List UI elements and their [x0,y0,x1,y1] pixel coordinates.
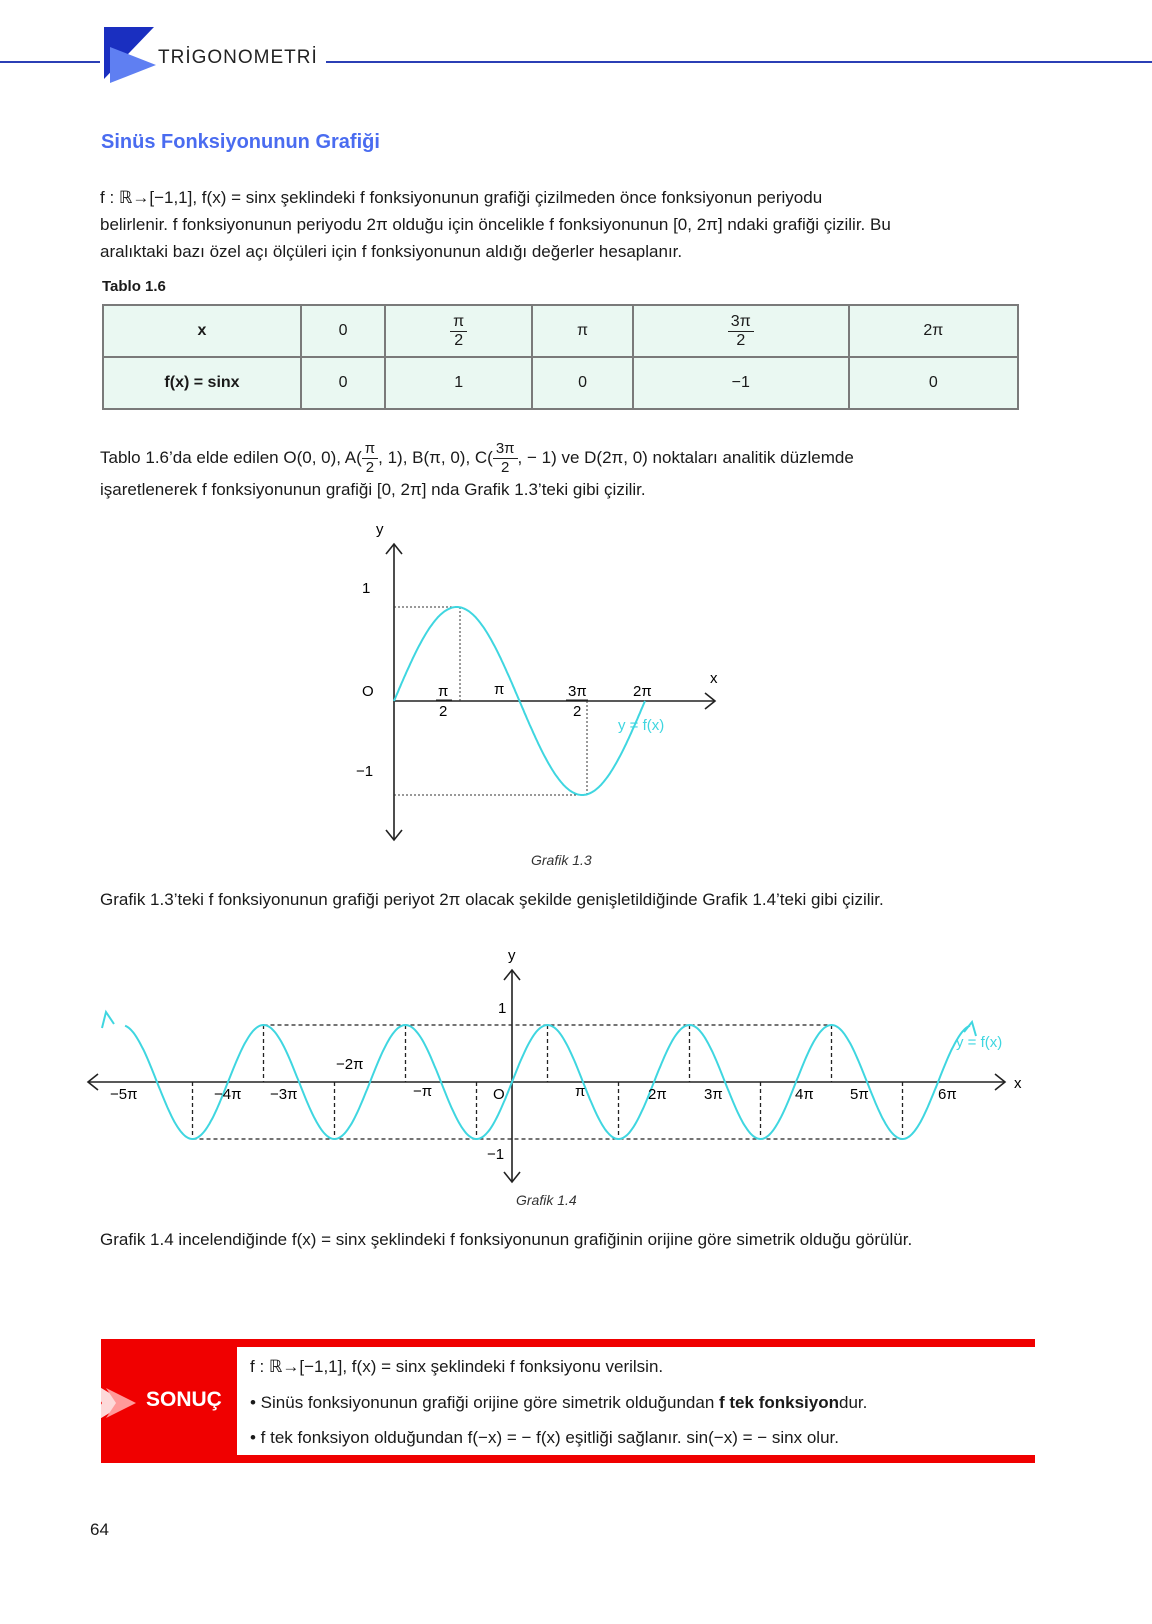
table-cell: π [532,305,633,357]
table-cell: 0 [301,305,385,357]
intro-line-1: f : ℝ→[−1,1], f(x) = sinx şeklindeki f fonksiyonunun grafiği çizilmeden önce fonksiyonun periyodu [100,188,823,207]
graph-1-3 [340,521,760,860]
y-tick-minus1: −1 [487,1146,505,1163]
curve-label: y = f(x) [618,717,665,734]
sonuc-label: SONUÇ [146,1388,222,1411]
x-tick-pi-half-den: 2 [439,703,448,720]
x-tick-2pi: 2π [633,683,652,700]
after-text: Grafik 1.4 incelendiğinde f(x) = sinx şeklindeki f fonksiyonunun grafiğinin orijine göre simetrik olduğu görülür. [100,1230,913,1249]
graph-1-3-caption: Grafik 1.3 [531,852,592,868]
intro-line-2: belirlenir. f fonksiyonunun periyodu 2π olduğu için öncelikle f fonksiyonunun [0, 2π] ndaki grafiği çizilir. Bu [100,215,891,234]
x-tick-pi-half-num: π [438,683,449,700]
table-cell: 0 [532,357,633,409]
x-tick: 5π [850,1086,869,1103]
table-header-x: x [103,305,301,357]
origin-label: O [362,683,374,700]
table-cell: $\frac{\pi}{2}$ [385,305,532,357]
graph-1-4 [80,940,1040,1200]
x-tick-pi: π [494,681,505,698]
x-tick: −5π [110,1086,138,1103]
sonuc-line-1: f : ℝ→[−1,1], f(x) = sinx şeklindeki f fonksiyonu verilsin. [250,1357,664,1376]
table-cell: 0 [849,357,1018,409]
graph-1-4-caption: Grafik 1.4 [516,1192,577,1208]
curve-arrow-left-icon [102,1012,114,1028]
table-header-fx: f(x) = sinx [103,357,301,409]
points-line-2: işaretlenerek f fonksiyonunun grafiği [0, 2π] nda Grafik 1.3’teki gibi çizilir. [100,480,646,499]
y-axis-label: y [376,521,384,538]
x-tick: 6π [938,1086,957,1103]
table-label: Tablo 1.6 [102,278,166,295]
x-tick: −π [413,1083,433,1100]
table-cell: 1 [385,357,532,409]
header-title: TRİGONOMETRİ [158,47,318,68]
x-axis-label: x [710,670,718,687]
table-row [103,357,1018,409]
sonuc-line-3: • f tek fonksiyon olduğundan f(−x) = − f(x) eşitliği sağlanır. sin(−x) = − sinx olur. [250,1428,839,1447]
points-line-1: Tablo 1.6’da elde edilen O(0, 0), A( $\frac{\pi}{2}$ , 1), B(π, 0), C( $\frac{3\pi}{2}$ , − 1) ve D(2π, 0) noktaları analitik düzlemde [100,440,854,477]
values-table [102,304,1019,410]
sonuc-arrow-icon [88,1380,150,1426]
sonuc-line-2: • Sinüs fonksiyonunun grafiği orijine göre simetrik olduğundan f tek fonksiyondur. [250,1393,868,1412]
x-tick: −3π [270,1086,298,1103]
y-axis-label: y [508,947,516,964]
x-tick: −2π [336,1056,364,1073]
page-number: 64 [90,1520,109,1539]
y-tick-minus1: −1 [356,763,374,780]
x-tick: π [575,1083,586,1100]
intro-line-3: aralıktaki bazı özel açı ölçüleri için f fonksiyonunun aldığı değerler hesaplanır. [100,242,683,261]
x-tick-3pi-half-den: 2 [573,703,582,720]
table-cell: 2π [849,305,1018,357]
y-tick-1: 1 [498,1000,507,1017]
table-row [103,305,1018,357]
x-axis-label: x [1014,1075,1022,1092]
section-title: Sinüs Fonksiyonunun Grafiği [101,131,380,153]
table-cell: $\frac{3\pi}{2}$ [633,305,849,357]
table-cell: 0 [301,357,385,409]
table-cell: −1 [633,357,849,409]
header-rule-right [326,61,1152,63]
mid-text: Grafik 1.3’teki f fonksiyonunun grafiği periyot 2π olacak şekilde genişletildiğinde Grafik 1.4’teki gibi çizilir. [100,890,884,909]
x-tick: 3π [704,1086,723,1103]
x-tick: 4π [795,1086,814,1103]
header-rule-left [0,61,100,63]
x-tick-3pi-half-num: 3π [568,683,587,700]
origin-label: O [493,1086,505,1103]
x-tick: 2π [648,1086,667,1103]
curve-label: y = f(x) [956,1034,1003,1051]
y-tick-1: 1 [362,580,371,597]
x-tick: −4π [214,1086,242,1103]
header-logo-icon [104,27,156,83]
